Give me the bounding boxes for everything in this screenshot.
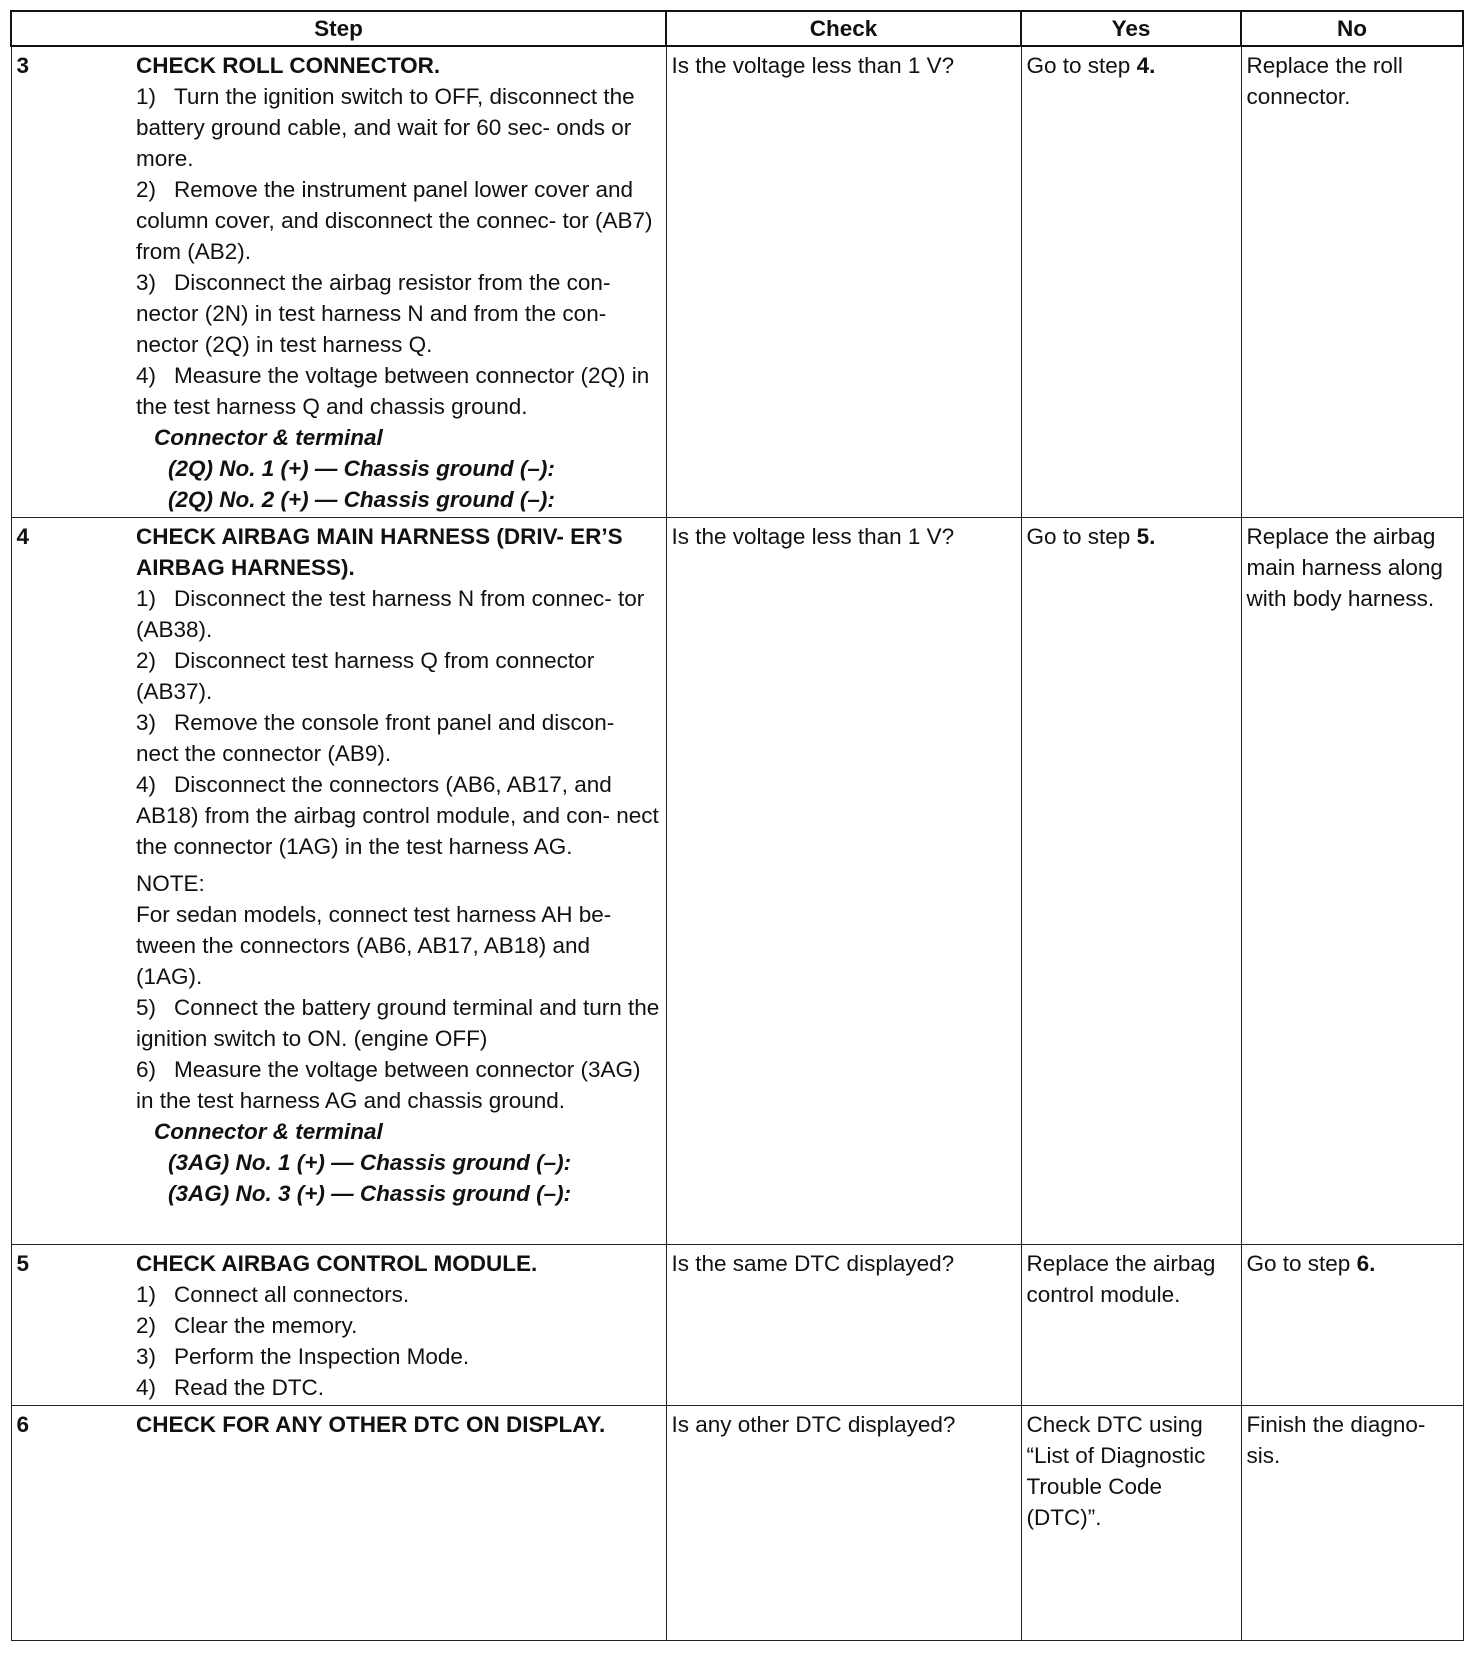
header-check: Check bbox=[666, 11, 1021, 46]
line-number: 4) bbox=[136, 772, 157, 797]
procedure-text: Remove the console front panel and discon- nect the connector (AB9). bbox=[136, 710, 615, 766]
line-number: 4) bbox=[136, 363, 157, 388]
table-row bbox=[11, 1406, 1463, 1641]
procedure-text: Disconnect the airbag resistor from the con- nector (2N) in test harness N and from the con- nector (2Q) in test harness Q. bbox=[136, 270, 611, 357]
procedure-text: Clear the memory. bbox=[174, 1313, 358, 1338]
connector-terminal-row: (3AG) No. 1 (+) — Chassis ground (–): bbox=[168, 1150, 572, 1175]
check-question: Is the same DTC displayed? bbox=[666, 1245, 1021, 1406]
header-step: Step bbox=[11, 11, 666, 46]
step-number: 4 bbox=[11, 518, 131, 1245]
procedure-line bbox=[136, 707, 661, 769]
line-number: 1) bbox=[136, 84, 157, 109]
procedure-text: Connect all connectors. bbox=[174, 1282, 410, 1307]
line-number: 3) bbox=[136, 270, 157, 295]
yes-action bbox=[1021, 518, 1241, 1245]
procedure-line bbox=[136, 360, 661, 422]
procedure-text: Disconnect the test harness N from connec- tor (AB38). bbox=[136, 586, 645, 642]
procedure-text: Connect the battery ground terminal and turn the ignition switch to ON. (engine OFF) bbox=[136, 995, 660, 1051]
no-action bbox=[1241, 1245, 1463, 1406]
procedure-text: Read the DTC. bbox=[174, 1375, 325, 1400]
check-question: Is the voltage less than 1 V? bbox=[666, 518, 1021, 1245]
note-text: For sedan models, connect test harness AH be- tween the connectors (AB6, AB17, AB18) and (1AG). bbox=[136, 902, 612, 989]
procedure-text: Perform the Inspection Mode. bbox=[174, 1344, 470, 1369]
line-number: 2) bbox=[136, 648, 157, 673]
line-number: 3) bbox=[136, 1344, 157, 1369]
line-number: 1) bbox=[136, 586, 157, 611]
header-yes: Yes bbox=[1021, 11, 1241, 46]
connector-terminal-row: (2Q) No. 2 (+) — Chassis ground (–): bbox=[168, 487, 555, 512]
yes-action: Check DTC using “List of Diagnostic Trouble Code (DTC)”. bbox=[1021, 1406, 1241, 1641]
connector-terminal-row: (2Q) No. 1 (+) — Chassis ground (–): bbox=[168, 456, 555, 481]
step-title: CHECK FOR ANY OTHER DTC ON DISPLAY. bbox=[136, 1412, 606, 1437]
procedure-line bbox=[136, 645, 661, 707]
line-number: 3) bbox=[136, 710, 157, 735]
step-procedure bbox=[131, 1245, 666, 1406]
connector-terminal-row: (3AG) No. 3 (+) — Chassis ground (–): bbox=[168, 1181, 572, 1206]
line-number: 1) bbox=[136, 1282, 157, 1307]
line-number: 2) bbox=[136, 1313, 157, 1338]
note-label: NOTE: bbox=[136, 871, 205, 896]
no-action: Replace the airbag main harness along with body harness. bbox=[1241, 518, 1463, 1245]
procedure-text: Measure the voltage between connector (2Q) in the test harness Q and chassis ground. bbox=[136, 363, 650, 419]
yes-step-ref: 4. bbox=[1136, 53, 1156, 78]
yes-step-ref: 5. bbox=[1136, 524, 1156, 549]
no-action: Finish the diagno- sis. bbox=[1241, 1406, 1463, 1641]
step-procedure bbox=[131, 1406, 666, 1641]
procedure-line bbox=[136, 1341, 661, 1372]
diagnostic-table bbox=[10, 10, 1464, 1641]
line-number: 2) bbox=[136, 177, 157, 202]
no-text: Go to step bbox=[1246, 1251, 1357, 1276]
table-header-row bbox=[11, 11, 1463, 46]
no-step-ref: 6. bbox=[1356, 1251, 1376, 1276]
procedure-text: Turn the ignition switch to OFF, disconnect the battery ground cable, and wait for 60 sec- onds or more. bbox=[136, 84, 635, 171]
yes-text: Go to step bbox=[1026, 53, 1137, 78]
table-row bbox=[11, 46, 1463, 518]
connector-terminal-heading: Connector & terminal bbox=[154, 1119, 383, 1144]
connector-terminal-heading: Connector & terminal bbox=[154, 425, 383, 450]
procedure-line bbox=[136, 583, 661, 645]
no-action: Replace the roll connector. bbox=[1241, 46, 1463, 518]
procedure-line bbox=[136, 769, 661, 862]
step-number: 5 bbox=[11, 1245, 131, 1406]
line-number: 6) bbox=[136, 1057, 157, 1082]
procedure-text: Remove the instrument panel lower cover and column cover, and disconnect the connec- tor (AB7) from (AB2). bbox=[136, 177, 653, 264]
step-number: 3 bbox=[11, 46, 131, 518]
step-procedure bbox=[131, 46, 666, 518]
yes-text: Go to step bbox=[1026, 524, 1137, 549]
header-no: No bbox=[1241, 11, 1463, 46]
procedure-line bbox=[136, 81, 661, 174]
check-question: Is the voltage less than 1 V? bbox=[666, 46, 1021, 518]
yes-action bbox=[1021, 46, 1241, 518]
diagnostic-procedure-sheet bbox=[10, 10, 1462, 1641]
table-row bbox=[11, 1245, 1463, 1406]
line-number: 5) bbox=[136, 995, 157, 1020]
procedure-line bbox=[136, 1054, 661, 1116]
step-title: CHECK AIRBAG CONTROL MODULE. bbox=[136, 1251, 538, 1276]
yes-action: Replace the airbag control module. bbox=[1021, 1245, 1241, 1406]
procedure-line bbox=[136, 1310, 661, 1341]
procedure-text: Measure the voltage between connector (3AG) in the test harness AG and chassis ground. bbox=[136, 1057, 641, 1113]
step-procedure bbox=[131, 518, 666, 1245]
procedure-line bbox=[136, 1372, 661, 1403]
procedure-line bbox=[136, 267, 661, 360]
step-number: 6 bbox=[11, 1406, 131, 1641]
procedure-line bbox=[136, 174, 661, 267]
step-title: CHECK AIRBAG MAIN HARNESS (DRIV- ER’S AIRBAG HARNESS). bbox=[136, 524, 623, 580]
procedure-line bbox=[136, 1279, 661, 1310]
check-question: Is any other DTC displayed? bbox=[666, 1406, 1021, 1641]
procedure-text: Disconnect the connectors (AB6, AB17, and AB18) from the airbag control module, and con- nect the connector (1AG) in the test harness AG. bbox=[136, 772, 659, 859]
procedure-text: Disconnect test harness Q from connector (AB37). bbox=[136, 648, 595, 704]
table-row bbox=[11, 518, 1463, 1245]
step-title: CHECK ROLL CONNECTOR. bbox=[136, 53, 441, 78]
procedure-line bbox=[136, 992, 661, 1054]
line-number: 4) bbox=[136, 1375, 157, 1400]
